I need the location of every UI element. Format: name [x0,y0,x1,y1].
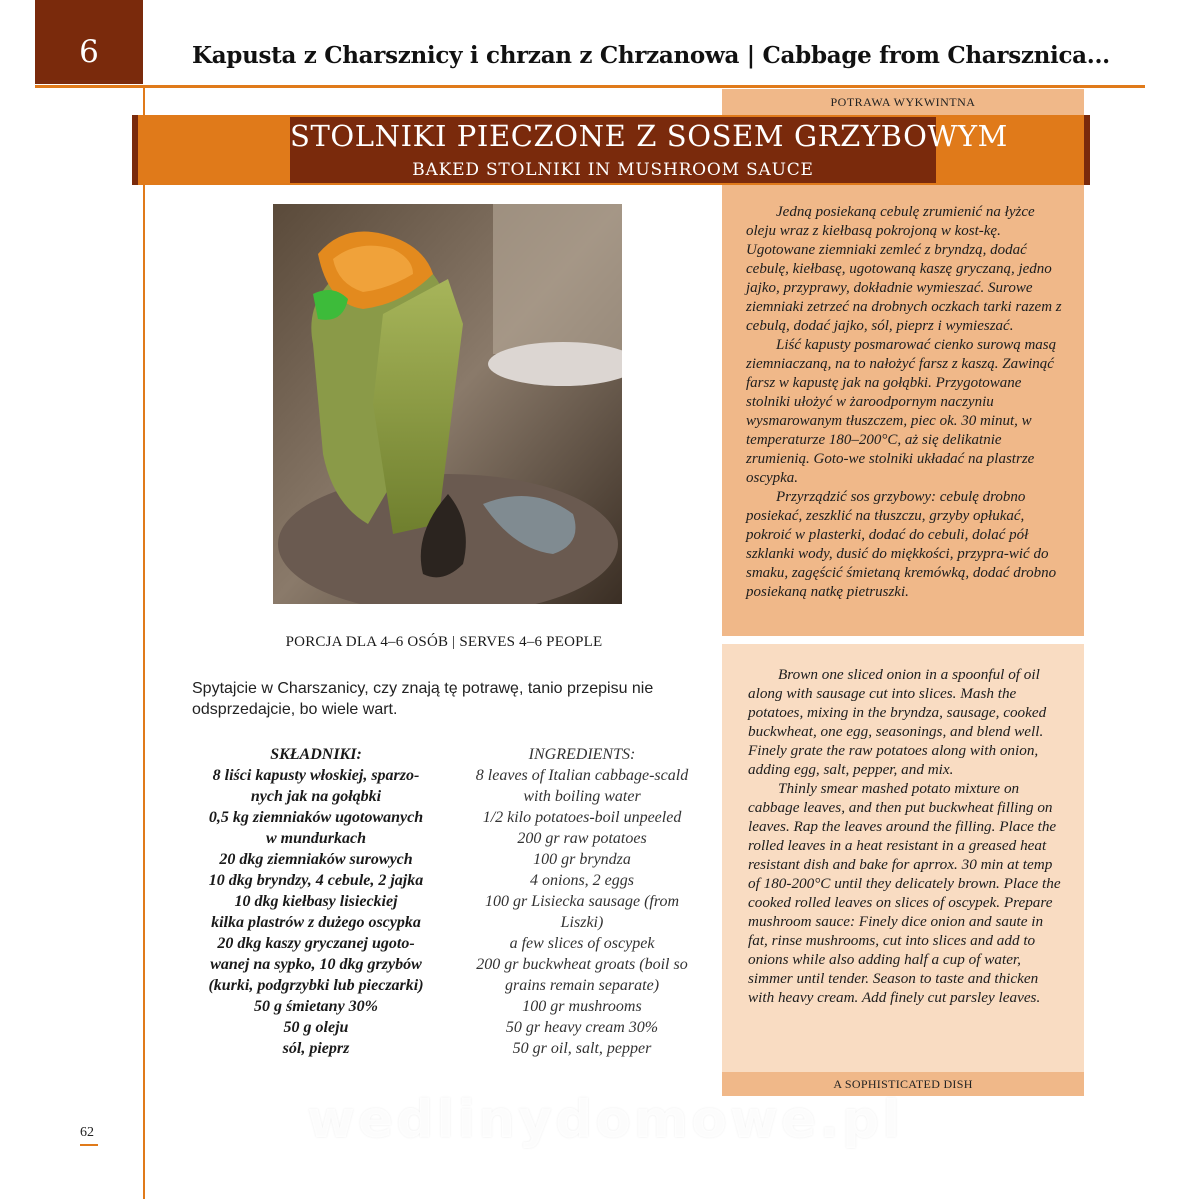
ingredient-line: grains remain separate) [504,977,660,994]
ingredient-line: sól, pieprz [282,1040,350,1057]
margin-rule [143,88,145,1199]
page-number-rule [80,1144,98,1146]
ingredient-line: 0,5 kg ziemniaków ugotowanych [208,809,424,826]
ingredient-line: 10 dkg bryndzy, 4 cebule, 2 jajka [208,872,424,889]
banner-edge-right [1084,115,1090,185]
ingredient-line: (kurki, podgrzybki lub pieczarki) [208,977,424,994]
ingredient-line: a few slices of oscypek [509,935,655,952]
ingredients-heading-pl: SKŁADNIKI: [270,746,362,763]
ingredient-line: 50 g śmietany 30% [254,998,378,1015]
ingredient-line: with boiling water [523,788,641,805]
ingredient-line: Liszki) [560,914,604,931]
banner-edge-left [132,115,138,185]
intro-text: Spytajcie w Charszanicy, czy znają tę potrawę, tanio przepisu nie odsprzedajcie, bo wiele wart. [192,680,654,718]
category-label-pl: POTRAWA WYKWINTNA [830,95,976,109]
ingredient-line: 20 dkg kaszy gryczanej ugoto- [217,935,415,952]
ingredient-line: 200 gr raw potatoes [517,830,647,847]
ingredients-pl [186,744,446,1059]
chapter-number: 6 [79,34,99,70]
ingredient-line: 50 gr heavy cream 30% [505,1019,659,1036]
watermark: wedlinydomowe.pl [306,1090,904,1150]
ingredient-line: w mundurkach [265,830,367,847]
ingredient-line: kilka plastrów z dużego oscypka [211,914,421,931]
recipe-title-pl: STOLNIKI PIECZONE Z SOSEM GRZYBOWYM [290,119,1008,153]
method-paragraph: Brown one sliced onion in a spoonful of oil along with sausage cut into slices. Mash the potatoes, mixing in the bryndza, sausage, cooked buckwheat, one egg, seasonings, and blend well. Finely grate the raw potatoes along with onion, adding egg, salt, pepper, and mix. [748,666,1047,778]
ingredient-line: 20 dkg ziemniaków surowych [219,851,413,868]
ingredient-line: 1/2 kilo potatoes-boil unpeeled [482,809,682,826]
method-paragraph: Przyrządzić sos grzybowy: cebulę drobno posiekać, zeszklić na tłuszczu, grzyby opłukać, pokroić w plasterki, dodać do cebuli, dolać pół szklanki wody, dusić do miękkości, przypra-wić do smaku, zagęścić śmietaną kremówką, dodać drobno posiekaną natkę pietruszki. [746,489,1057,600]
ingredient-line: 50 gr oil, salt, pepper [512,1040,652,1057]
ingredients-en [452,744,712,1059]
ingredient-line: 50 g oleju [283,1019,349,1036]
recipe-title-en: BAKED STOLNIKI IN MUSHROOM SAUCE [412,160,814,180]
ingredient-line: 100 gr bryndza [533,851,631,868]
ingredient-line: nych jak na gołąbki [250,788,382,805]
page-number: 62 [80,1125,94,1140]
method-paragraph: Thinly smear mashed potato mixture on cabbage leaves, and then put buckwheat filling on leaves. Rap the leaves around the filling. Place the rolled leaves in a heat resistant in a greased heat resistant dish and bake for aprrox. 30 min at temp of 180-200°C until they delicately brown. Place the cooked rolled leaves on slices of oscypek. Prepare mushroom sauce: Finely dice onion and saute in fat, rinse mushrooms, cut into slices and add to onions while also adding half a cup of water, simmer until tender. Season to taste and thicken with heavy cream. Add finely cut parsley leaves. [748,780,1061,1006]
method-text-en [748,665,1066,1007]
chapter-title: Kapusta z Charsznicy i chrzan z Chrzanowa | Cabbage from Charsznica... [192,42,1110,69]
ingredients-heading-en: INGREDIENTS: [528,746,636,763]
ingredient-line: wanej na sypko, 10 dkg grzybów [210,956,422,973]
method-paragraph: Liść kapusty posmarować cienko surową masą ziemniaczaną, na to nałożyć farsz z kaszą. Zawinąć farsz w kapustę jak na gołąbki. Przygotowane stolniki ułożyć w żaroodpornym naczyniu wysmarowanym tłuszczem, piec ok. 30 minut, w temperaturze 180–200°C, aż się delikatnie zrumienią. Goto-we stolniki układać na plastrze oscypka. [746,337,1057,486]
header-rule [35,85,1145,88]
ingredient-line: 8 leaves of Italian cabbage-scald [475,767,689,784]
method-paragraph: Jedną posiekaną cebulę zrumienić na łyżce oleju wraz z kiełbasą pokrojoną w kost-kę. Ugotowane ziemniaki zemleć z bryndzą, dodać cebulę, kiełbasę, ugotowaną kaszę gryczaną, jedno jajko, przyprawy, dokładnie wymieszać. Surowe ziemniaki zetrzeć na drobnych oczkach tarki razem z cebulą, dodać jajko, sól, pieprz i wymieszać. [746,204,1062,334]
method-text-pl [746,203,1064,602]
ingredient-line: 100 gr Lisiecka sausage (from [484,893,680,910]
ingredient-line: 10 dkg kiełbasy lisieckiej [234,893,398,910]
category-label-en: A SOPHISTICATED DISH [833,1077,973,1091]
dish-photo [273,204,622,604]
ingredient-line: 200 gr buckwheat groats (boil so [476,956,688,973]
ingredient-line: 100 gr mushrooms [522,998,642,1015]
ingredient-line: 8 liści kapusty włoskiej, sparzo- [212,767,420,784]
servings-line: PORCJA DLA 4–6 OSÓB | SERVES 4–6 PEOPLE [285,634,603,650]
ingredient-line: 4 onions, 2 eggs [530,872,634,889]
